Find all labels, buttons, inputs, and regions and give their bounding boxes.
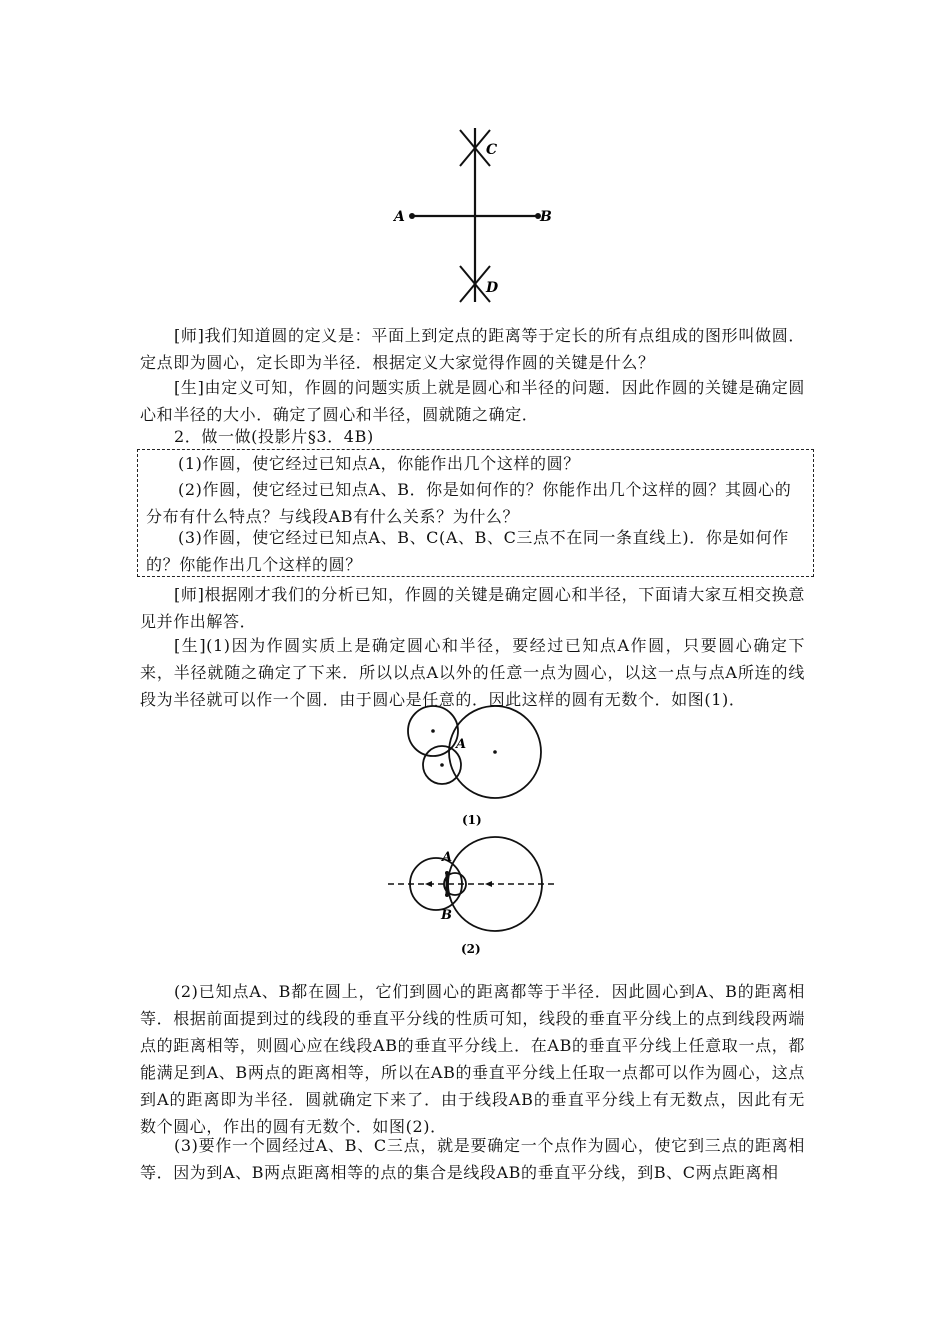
label-c: C: [486, 142, 498, 158]
exercise-item-2: (2)作圆，使它经过已知点A、B．你是如何作的？你能作出几个这样的圆？其圆心的分布有什么特点？与线段AB有什么关系？为什么？: [146, 480, 792, 526]
circles-through-point-figure: [400, 700, 560, 835]
paragraph-student-solution-3: (3)要作一个圆经过A、B、C三点，就是要确定一个点作为圆心，使它到三点的距离相等．因为到A、B两点距离相等的点的集合是线段AB的垂直平分线，到B、C两点距离相: [140, 1136, 805, 1182]
fig2-caption: (2): [461, 942, 481, 956]
paragraph-student-solution-1: [生](1)因为作圆实质上是确定圆心和半径，要经过已知点A作圆，只要圆心确定下来，半径就随之确定了下来．所以以点A以外的任意一点为圆心，以这一点与点A所连的线段为半径就可以作一个圆．由于圆心是任意的．因此这样的圆有无数个．如图(1)．: [140, 636, 805, 709]
paragraph-student-answer: [生]由定义可知，作圆的问题实质上就是圆心和半径的问题．因此作圆的关键是确定圆心和半径的大小．确定了圆心和半径，圆就随之确定．: [140, 378, 805, 424]
label-d: D: [486, 280, 499, 296]
fig1-label-a: A: [456, 737, 467, 752]
exercise-item-3: (3)作圆，使它经过已知点A、B、C(A、B、C三点不在同一条直线上)．你是如何作的？你能作出几个这样的圆？: [146, 528, 789, 574]
paragraph-teacher-guidance: [师]根据刚才我们的分析已知，作圆的关键是确定圆心和半径，下面请大家互相交换意见并作出解答．: [140, 585, 805, 631]
fig2-label-a: A: [442, 850, 453, 865]
label-b: B: [540, 209, 552, 225]
paragraph-teacher-question: [师]我们知道圆的定义是：平面上到定点的距离等于定长的所有点组成的图形叫做圆．定点即为圆心，定长即为半径．根据定义大家觉得作圆的关键是什么？: [140, 326, 805, 372]
paragraph-student-solution-2: (2)已知点A、B都在圆上，它们到圆心的距离都等于半径．因此圆心到A、B的距离相等．根据前面提到过的线段的垂直平分线的性质可知，线段的垂直平分线上的点到线段两端点的距离相等，则圆心应在线段AB的垂直平分线上．在AB的垂直平分线上任意取一点，都能满足到A、B两点的距离相等，所以在AB的垂直平分线上任取一点都可以作为圆心，这点到A的距离即为半径．圆就确定下来了．由于线段AB的垂直平分线上有无数点，因此有无数个圆心，作出的圆有无数个．如图(2)．: [140, 982, 805, 1136]
exercise-box: [137, 449, 814, 577]
fig2-label-b: B: [441, 908, 452, 923]
perpendicular-bisector-figure: [380, 120, 570, 310]
fig1-caption: (1): [462, 813, 482, 827]
label-a: A: [394, 209, 405, 225]
circles-through-two-points-figure: [385, 835, 565, 960]
section-heading: 2．做一做(投影片§3．4B): [174, 427, 374, 446]
exercise-item-1: (1)作圆，使它经过已知点A，你能作出几个这样的圆？: [178, 454, 580, 473]
